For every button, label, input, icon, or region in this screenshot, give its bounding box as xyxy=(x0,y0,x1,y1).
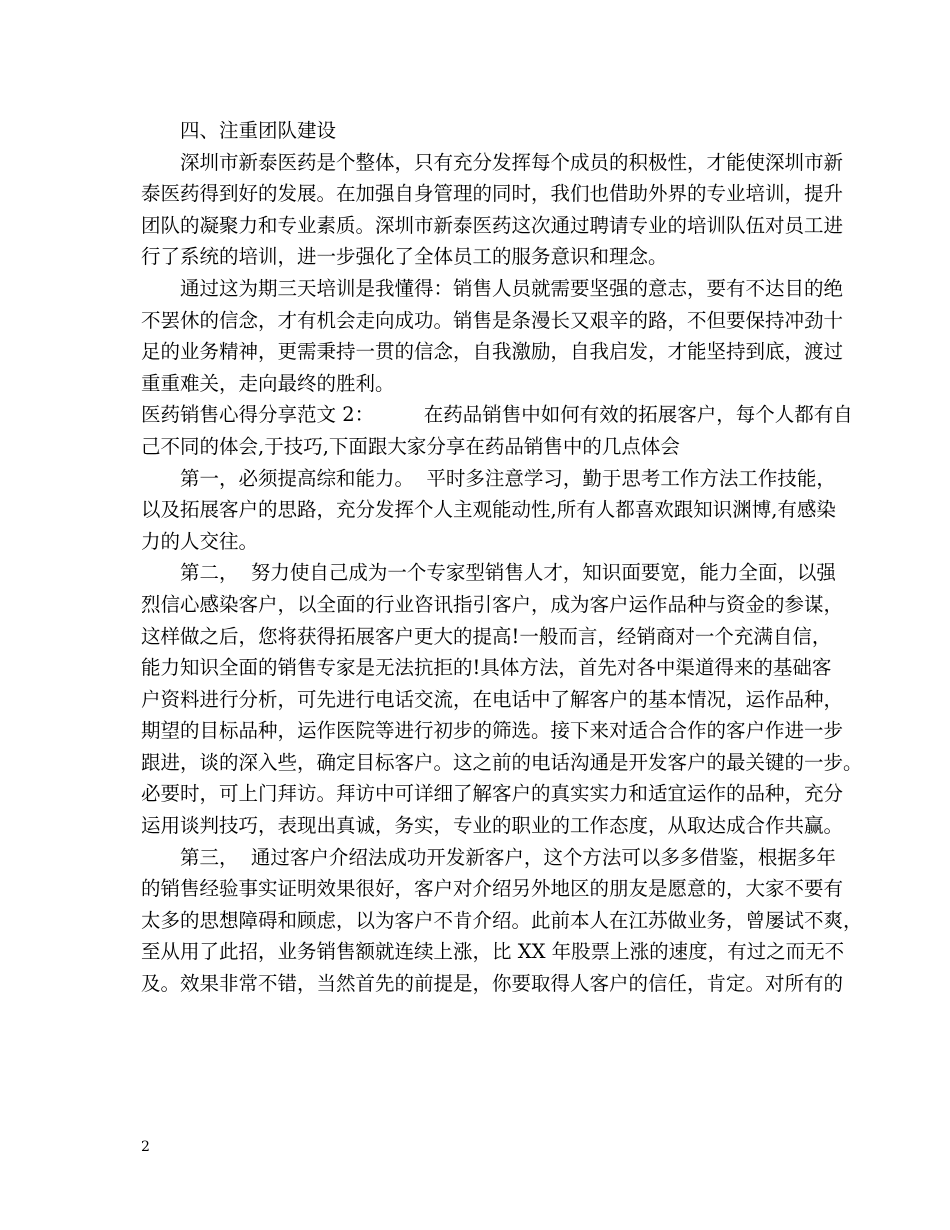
text-line: 通过这为期三天培训是我懂得：销售人员就需要坚强的意志，要有不达目的绝 xyxy=(180,276,844,300)
text-line: 运用谈判技巧，表现出真诚，务实，专业的职业的工作态度，从取达成合作共赢。 xyxy=(141,814,844,838)
document-body xyxy=(141,115,863,1000)
text-line: 己不同的体会,于技巧,下面跟大家分享在药品销售中的几点体会 xyxy=(141,434,680,458)
text-line: 第二， 努力使自己成为一个专家型销售人才，知识面要宽，能力全面，以强 xyxy=(180,561,836,585)
text-line: 这样做之后，您将获得拓展客户更大的提高!一般而言，经销商对一个充满自信， xyxy=(141,624,832,648)
text-line: 团队的凝聚力和专业素质。深圳市新泰医药这次通过聘请专业的培训队伍对员工进 xyxy=(141,213,844,237)
text-line: 期望的目标品种，运作医院等进行初步的筛选。接下来对适合合作的客户作进一步 xyxy=(141,719,844,743)
text-line: 重重难关，走向最终的胜利。 xyxy=(141,371,395,395)
text-line: 的销售经验事实证明效果很好，客户对介绍另外地区的朋友是愿意的，大家不要有 xyxy=(141,877,844,901)
text-line: 必要时，可上门拜访。拜访中可详细了解客户的真实实力和适宜运作的品种，充分 xyxy=(141,782,844,806)
text-line: 及。效果非常不错，当然首先的前提是，你要取得人客户的信任，肯定。对所有的 xyxy=(141,972,844,996)
text-line: 力的人交往。 xyxy=(141,529,259,553)
text-line: 跟进，谈的深入些，确定目标客户。这之前的电话沟通是开发客户的最关键的一步。 xyxy=(141,750,863,774)
text-line: 泰医药得到好的发展。在加强自身管理的同时，我们也借助外界的专业培训，提升 xyxy=(141,182,844,206)
text-line: 户资料进行分析，可先进行电话交流，在电话中了解客户的基本情况，运作品种， xyxy=(141,687,844,711)
text-line: 太多的思想障碍和顾虑，以为客户不肯介绍。此前本人在江苏做业务，曾屡试不爽， xyxy=(141,908,863,932)
text-line: 不罢休的信念，才有机会走向成功。销售是条漫长又艰辛的路，不但要保持冲劲十 xyxy=(141,308,844,332)
text-line: 行了系统的培训，进一步强化了全体员工的服务意识和理念。 xyxy=(141,245,668,269)
text-line: 以及拓展客户的思路，充分发挥个人主观能动性,所有人都喜欢跟知识渊博,有感染 xyxy=(141,498,836,522)
text-line: 能力知识全面的销售专家是无法抗拒的!具体方法，首先对各中渠道得来的基础客 xyxy=(141,656,832,680)
text-line: 第一，必须提高综和能力。 平时多注意学习，勤于思考工作方法工作技能， xyxy=(180,466,836,490)
text-line: 第三， 通过客户介绍法成功开发新客户，这个方法可以多多借鉴，根据多年 xyxy=(180,845,836,869)
page-number: 2 xyxy=(141,1139,150,1155)
text-line: 烈信心感染客户，以全面的行业咨讯指引客户，成为客户运作品种与资金的参谋， xyxy=(141,592,844,616)
text-line: 医药销售心得分享范文 2： 在药品销售中如何有效的拓展客户，每个人都有自 xyxy=(141,403,853,427)
text-line: 深圳市新泰医药是个整体，只有充分发挥每个成员的积极性，才能使深圳市新 xyxy=(180,150,844,174)
text-line: 至从用了此招，业务销售额就连续上涨，比 XX 年股票上涨的速度，有过之而无不 xyxy=(141,940,845,964)
text-line: 足的业务精神，更需秉持一贯的信念，自我激励，自我启发，才能坚持到底，渡过 xyxy=(141,340,844,364)
text-line: 四、注重团队建设 xyxy=(180,119,337,142)
